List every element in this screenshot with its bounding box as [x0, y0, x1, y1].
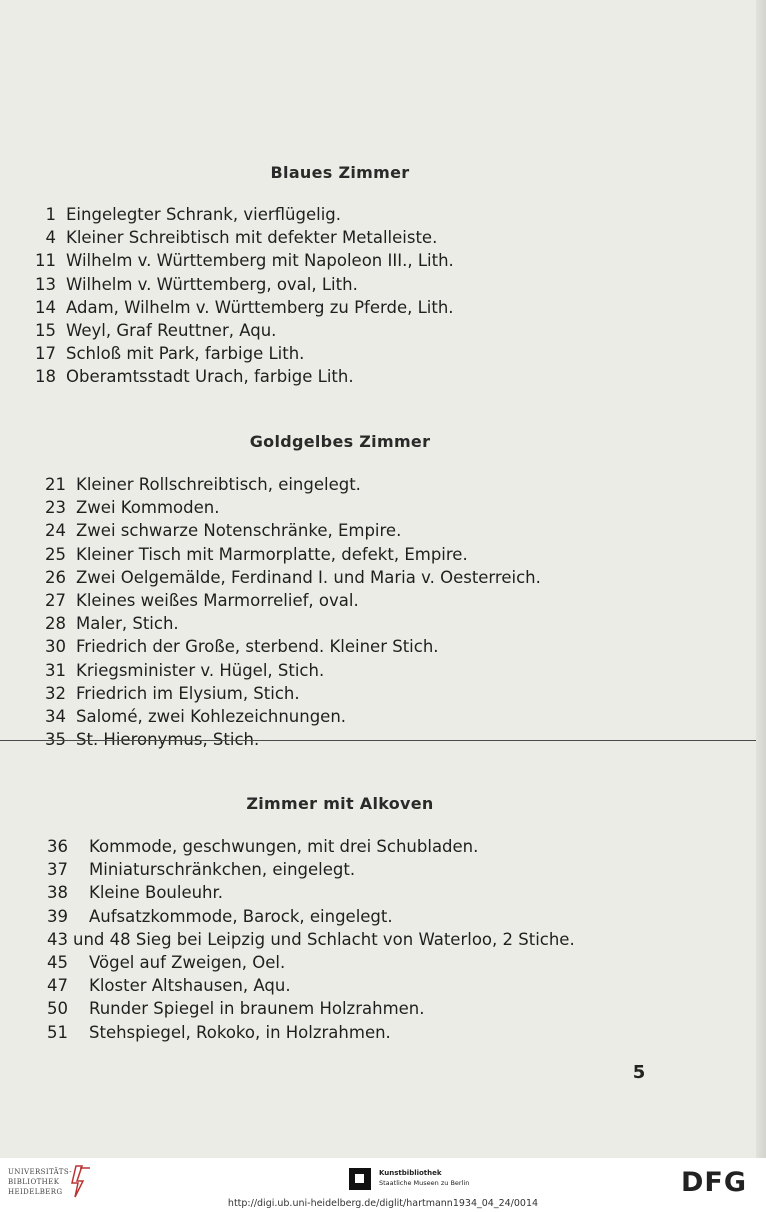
item-number: 37 — [47, 860, 68, 880]
kunstbibliothek-label — [379, 1168, 469, 1188]
item-number: 36 — [47, 837, 68, 856]
university-logo-icon — [68, 1164, 94, 1198]
item-text: Runder Spiegel in braunem Holzrahmen. — [89, 999, 425, 1019]
item-text: Kommode, geschwungen, mit drei Schubladen. — [89, 837, 479, 856]
item-text: Oberamtsstadt Urach, farbige Lith. — [66, 367, 354, 387]
item-text: Friedrich der Große, sterbend. Kleiner Stich. — [76, 637, 439, 657]
item-text: Kleiner Schreibtisch mit defekter Metalleiste. — [66, 228, 438, 248]
section-heading-goldgelbes-zimmer: Goldgelbes Zimmer — [249, 432, 431, 451]
list-item — [36, 473, 541, 496]
item-number: 51 — [47, 1022, 68, 1042]
list-zimmer-mit-alkoven — [35, 835, 575, 1044]
item-text: Stehspiegel, Rokoko, in Holzrahmen. — [89, 1022, 391, 1042]
item-text: Weyl, Graf Reuttner, Aqu. — [66, 320, 277, 340]
item-text: Kleines weißes Marmorrelief, oval. — [76, 590, 359, 610]
item-text: Zwei Kommoden. — [76, 498, 220, 518]
item-number: 14 — [35, 297, 56, 317]
university-line: BIBLIOTHEK — [8, 1178, 60, 1186]
item-text: Miniaturschränkchen, eingelegt. — [89, 860, 356, 880]
item-number: 23 — [45, 498, 66, 518]
item-number: 13 — [35, 274, 56, 294]
list-item — [35, 1021, 575, 1044]
list-item — [35, 835, 575, 858]
list-item — [36, 543, 541, 566]
item-number: 30 — [45, 637, 66, 657]
list-item — [36, 519, 541, 542]
university-line: HEIDELBERG — [8, 1188, 63, 1196]
item-number: 31 — [45, 660, 66, 680]
section-heading-blaues-zimmer: Blaues Zimmer — [270, 163, 410, 182]
item-number: 34 — [45, 706, 66, 726]
list-item — [36, 705, 541, 728]
item-number: 15 — [35, 320, 56, 340]
item-text: Maler, Stich. — [76, 614, 179, 634]
list-goldgelbes-zimmer — [36, 473, 541, 751]
list-item — [35, 997, 575, 1020]
item-number: 24 — [45, 521, 66, 541]
digitization-footer — [0, 1158, 766, 1212]
item-text: Vögel auf Zweigen, Oel. — [89, 952, 286, 972]
item-text: Kloster Altshausen, Aqu. — [89, 976, 291, 996]
kunstbibliothek-logo-icon — [349, 1168, 371, 1190]
list-item — [26, 203, 454, 226]
list-item — [26, 226, 454, 249]
item-number: 4 — [45, 228, 56, 248]
source-url[interactable]: http://digi.ub.uni-heidelberg.de/diglit/hartmann1934_04_24/0014 — [227, 1198, 539, 1209]
list-item — [35, 951, 575, 974]
list-item — [35, 881, 575, 904]
item-number: 11 — [35, 251, 56, 271]
item-number: 28 — [45, 614, 66, 634]
list-item — [26, 273, 454, 296]
university-library-label — [8, 1167, 73, 1197]
list-item — [36, 566, 541, 589]
list-item — [35, 905, 575, 928]
item-number: 35 — [45, 730, 66, 750]
list-item — [35, 928, 575, 951]
item-text: Wilhelm v. Württemberg mit Napoleon III., Lith. — [66, 251, 454, 271]
list-item — [36, 612, 541, 635]
item-number: 18 — [35, 367, 56, 387]
dfg-logo: DFG — [681, 1167, 748, 1198]
item-number: 26 — [45, 567, 66, 587]
university-line: UNIVERSITÄTS- — [8, 1168, 73, 1176]
section-heading-zimmer-mit-alkoven: Zimmer mit Alkoven — [246, 794, 434, 813]
item-number: 27 — [45, 590, 66, 610]
item-text: Zwei schwarze Notenschränke, Empire. — [76, 521, 402, 541]
kunstbibliothek-subtitle: Staatliche Museen zu Berlin — [379, 1179, 470, 1187]
item-number: 47 — [47, 976, 68, 996]
item-number: 32 — [45, 683, 66, 703]
list-item — [26, 342, 454, 365]
list-item — [36, 682, 541, 705]
item-text: St. Hieronymus, Stich. — [76, 730, 260, 750]
item-text: Adam, Wilhelm v. Württemberg zu Pferde, Lith. — [66, 297, 454, 317]
item-text: und 48 Sieg bei Leipzig und Schlacht von Waterloo, 2 Stiche. — [73, 929, 575, 949]
item-text: Kriegsminister v. Hügel, Stich. — [76, 660, 325, 680]
list-blaues-zimmer — [26, 203, 454, 389]
item-number: 39 — [47, 906, 68, 926]
item-number: 50 — [47, 999, 68, 1019]
list-item — [26, 365, 454, 388]
item-text: Zwei Oelgemälde, Ferdinand I. und Maria v. Oesterreich. — [76, 567, 541, 587]
item-number: 43 — [47, 929, 68, 949]
list-item — [36, 635, 541, 658]
item-number: 21 — [45, 475, 66, 494]
item-number: 1 — [45, 205, 56, 224]
item-text: Friedrich im Elysium, Stich. — [76, 683, 300, 703]
item-text: Wilhelm v. Württemberg, oval, Lith. — [66, 274, 358, 294]
horizontal-rule — [0, 740, 766, 741]
item-text: Eingelegter Schrank, vierflügelig. — [66, 205, 341, 224]
list-item — [36, 659, 541, 682]
item-text: Kleiner Tisch mit Marmorplatte, defekt, Empire. — [76, 544, 468, 564]
item-text: Aufsatzkommode, Barock, eingelegt. — [89, 906, 393, 926]
item-text: Schloß mit Park, farbige Lith. — [66, 344, 305, 364]
list-item — [35, 858, 575, 881]
list-item — [26, 296, 454, 319]
item-text: Kleiner Rollschreibtisch, eingelegt. — [76, 475, 361, 494]
kunstbibliothek-title: Kunstbibliothek — [379, 1169, 442, 1177]
item-number: 45 — [47, 952, 68, 972]
item-text: Salomé, zwei Kohlezeichnungen. — [76, 706, 347, 726]
item-number: 38 — [47, 883, 68, 903]
list-item — [26, 249, 454, 272]
page-number: 5 — [632, 1062, 646, 1083]
item-text: Kleine Bouleuhr. — [89, 883, 224, 903]
list-item — [36, 496, 541, 519]
item-number: 25 — [45, 544, 66, 564]
item-number: 17 — [35, 344, 56, 364]
list-item — [26, 319, 454, 342]
list-item — [36, 589, 541, 612]
list-item — [35, 974, 575, 997]
